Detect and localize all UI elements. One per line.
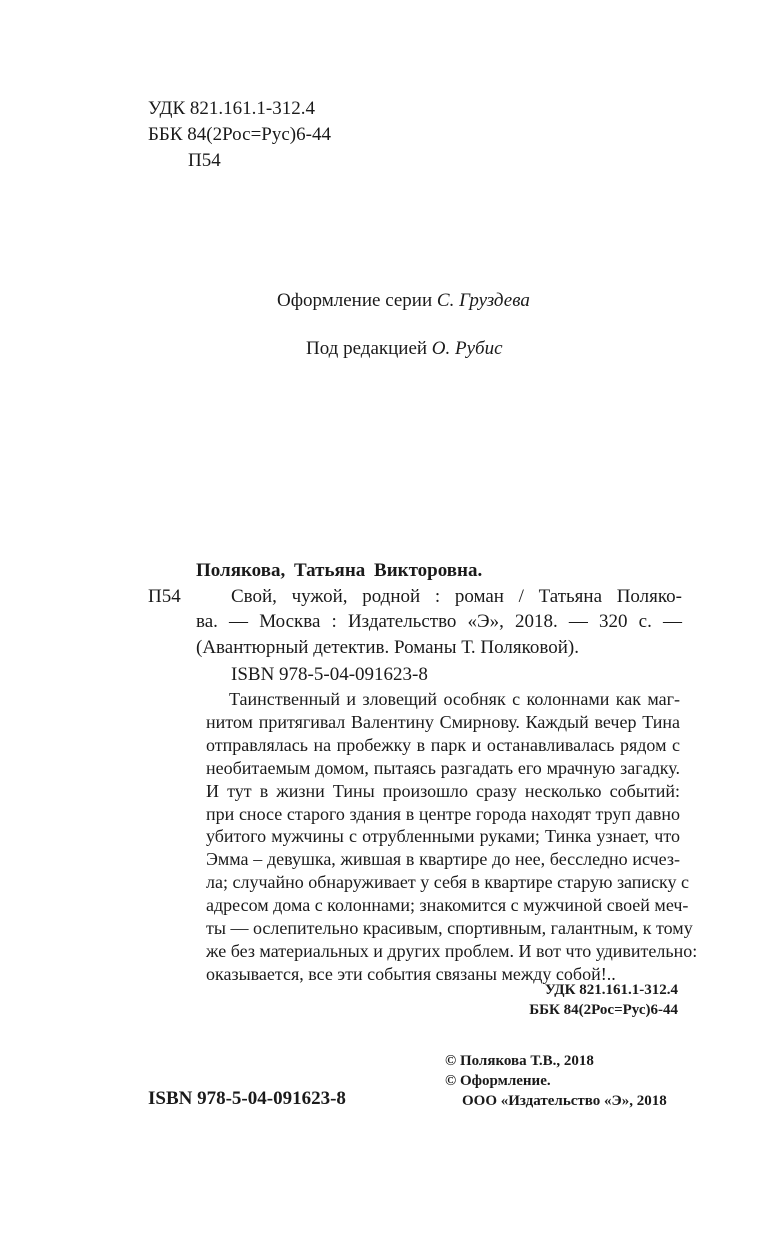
annotation-line: оказывается, все эти события связаны между собой!.. (206, 963, 616, 984)
udk-code: УДК 821.161.1-312.4 (148, 98, 315, 119)
bbk-code: ББК 84(2Рос=Рус)6-44 (148, 124, 331, 145)
series-design-name: С. Груздева (436, 290, 530, 311)
copyright-design: © Оформление. (445, 1073, 551, 1089)
description-line: Свой, чужой, родной : роман / Татьяна Поляко- (231, 586, 682, 607)
annotation-line: ла; случайно обнаруживает у себя в квартире старую записку с (206, 872, 690, 893)
annotation-line: адресом дома с колоннами; знакомится с мужчиной своей меч- (206, 895, 689, 916)
author-heading: Полякова, Татьяна Викторовна. (196, 560, 483, 581)
series-design-credit (277, 288, 530, 313)
catalog-description-first (231, 584, 682, 609)
annotation-line: необитаемым домом, пытаясь разгадать его мрачную загадку. (206, 757, 680, 778)
annotation-line: И тут в жизни Тины произошло сразу несколько событий: (206, 780, 680, 801)
annotation-line: отправлялась на пробежку в парк и останавливалась рядом с (206, 734, 680, 755)
annotation-line: убитого мужчины с отрубленными руками; Тинка узнает, что (206, 826, 680, 847)
footer-isbn: ISBN 978-5-04-091623-8 (148, 1088, 346, 1109)
annotation-bbk: ББК 84(2Рос=Рус)6-44 (529, 1002, 678, 1018)
catalog-sign: П54 (148, 586, 181, 607)
annotation-line: нитом притягивал Валентину Смирнову. Каждый вечер Тина (206, 711, 680, 732)
editor-label: Под редакцией (306, 338, 428, 359)
annotation-line: при сносе старого здания в центре города находят труп давно (206, 803, 680, 824)
catalog-isbn: ISBN 978-5-04-091623-8 (231, 664, 428, 685)
copyright-author: © Полякова Т.В., 2018 (445, 1053, 594, 1069)
author-sign: П54 (188, 150, 221, 171)
annotation-line: Эмма – девушка, жившая в квартире до нее, бесследно исчез- (206, 849, 680, 870)
annotation-udk: УДК 821.161.1-312.4 (544, 982, 678, 998)
annotation-line: Таинственный и зловещий особняк с колоннами как маг- (229, 689, 680, 709)
annotation-line: ты — ослепительно красивым, спортивным, галантным, к тому (206, 918, 693, 939)
editor-credit (306, 336, 503, 361)
editor-name: О. Рубис (431, 338, 503, 359)
description-line: ва. — Москва : Издательство «Э», 2018. — 320 с. — (196, 611, 682, 632)
annotation (206, 688, 698, 986)
copyright-publisher: ООО «Издательство «Э», 2018 (462, 1093, 667, 1109)
annotation-line: же без материальных и других проблем. И вот что удивительно: (206, 940, 698, 961)
description-line: (Авантюрный детектив. Романы Т. Поляковой). (196, 637, 579, 658)
catalog-description (196, 609, 682, 661)
series-design-label: Оформление серии (277, 290, 433, 311)
